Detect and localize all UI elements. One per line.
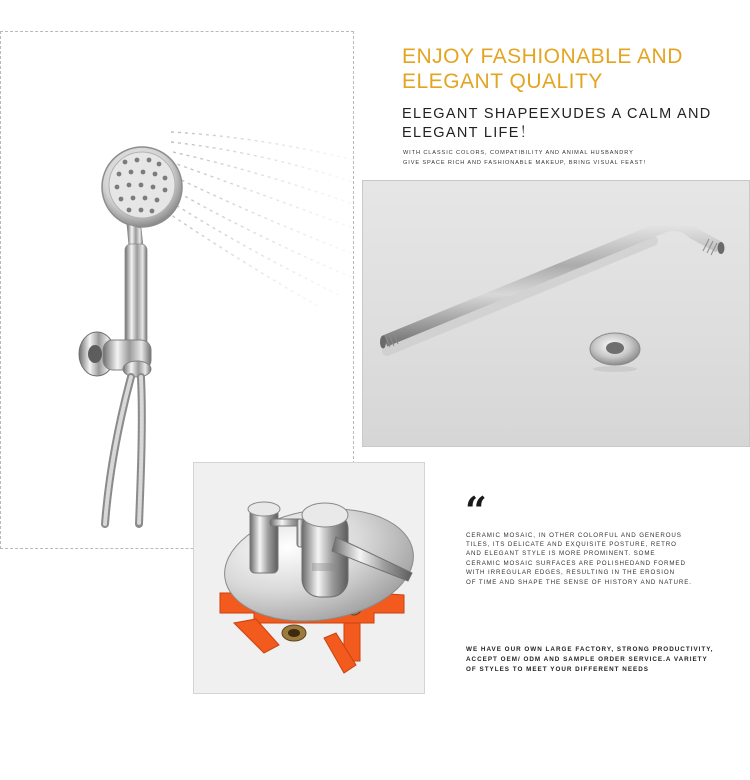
mixer-valve-illustration: [194, 463, 425, 694]
mixer-valve-photo: [193, 462, 425, 694]
tagline-line-1: WITH CLASSIC COLORS, COMPATIBILITY AND ANIMAL HUSBANDRY: [403, 150, 634, 156]
quote-mark-icon: “: [465, 488, 487, 533]
quote-line: AND ELEGANT STYLE IS MORE PROMINENT. SOME: [466, 550, 656, 557]
factory-line: ACCEPT OEM/ ODM AND SAMPLE ORDER SERVICE.A VARIETY: [466, 656, 708, 663]
subheadline: [402, 105, 742, 143]
headline: [402, 44, 732, 94]
tagline-line-2: GIVE SPACE RICH AND FASHIONABLE MAKEUP, BRING VISUAL FEAST!: [403, 160, 646, 166]
quote-line: WITH IRREGULAR EDGES, RESULTING IN THE EROSION: [466, 569, 675, 576]
factory-line: WE HAVE OUR OWN LARGE FACTORY, STRONG PRODUCTIVITY,: [466, 646, 714, 653]
shower-arm-illustration: [363, 181, 750, 447]
subheadline-line-1: ELEGANT SHAPEEXUDES A CALM AND: [402, 106, 712, 122]
quote-line: OF TIME AND SHAPE THE SENSE OF HISTORY AND NATURE.: [466, 579, 692, 586]
quote-line: TILES, ITS DELICATE AND EXQUISITE POSTURE, RETRO: [466, 541, 677, 548]
headline-line-2: ELEGANT QUALITY: [402, 70, 603, 93]
subheadline-line-2: ELEGANT LIFE！: [402, 125, 536, 141]
quote-line: CERAMIC MOSAIC SURFACES ARE POLISHEDAND FORMED: [466, 560, 686, 567]
factory-line: OF STYLES TO MEET YOUR DIFFERENT NEEDS: [466, 666, 649, 673]
quote-line: CERAMIC MOSAIC, IN OTHER COLORFUL AND GENEROUS: [466, 532, 682, 539]
headline-line-1: ENJOY FASHIONABLE AND: [402, 45, 683, 68]
shower-arm-photo: [362, 180, 750, 447]
